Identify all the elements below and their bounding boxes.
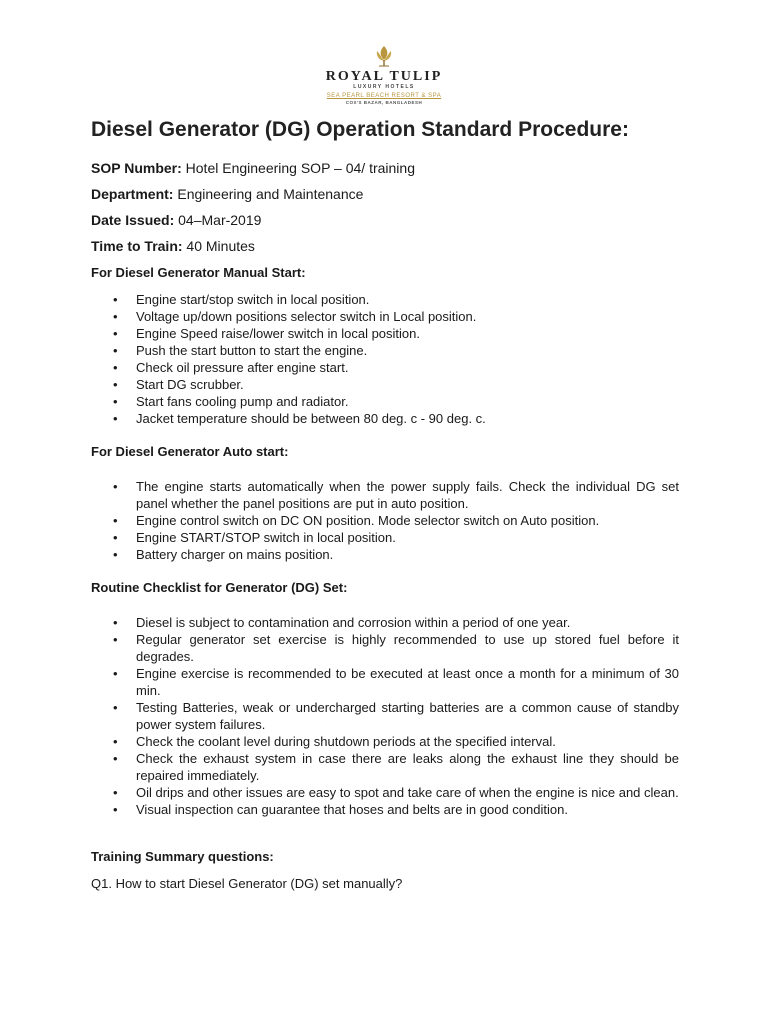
- list-item: • Check oil pressure after engine start.: [91, 359, 679, 376]
- date-issued-label: Date Issued:: [91, 212, 175, 228]
- department-label: Department:: [91, 186, 174, 202]
- document-body: [91, 116, 679, 892]
- list-item: • Start fans cooling pump and radiator.: [91, 393, 679, 410]
- document-title: Diesel Generator (DG) Operation Standard Procedure:: [91, 118, 629, 141]
- list-item: • Oil drips and other issues are easy to spot and take care of when the engine is nice and clean.: [91, 784, 679, 801]
- list-item: • Regular generator set exercise is highly recommended to use up stored fuel before it degrades.: [91, 631, 679, 665]
- manual-start-heading: For Diesel Generator Manual Start:: [91, 265, 306, 280]
- date-issued: [91, 212, 679, 229]
- list-item: • Start DG scrubber.: [91, 376, 679, 393]
- sop-number-value: Hotel Engineering SOP – 04/ training: [181, 160, 415, 176]
- manual-start-list: [91, 291, 679, 427]
- list-item: • Engine START/STOP switch in local position.: [91, 529, 679, 546]
- list-item: • Engine exercise is recommended to be executed at least once a month for a minimum of 30 min.: [91, 665, 679, 699]
- list-item: • Diesel is subject to contamination and corrosion within a period of one year.: [91, 614, 679, 631]
- brand-name: ROYAL TULIP: [325, 69, 443, 84]
- time-to-train-label: Time to Train:: [91, 238, 183, 254]
- list-item: • Engine control switch on DC ON position. Mode selector switch on Auto position.: [91, 512, 679, 529]
- sop-number-label: SOP Number:: [91, 160, 182, 176]
- list-item: • Testing Batteries, weak or undercharged starting batteries are a common cause of standby power system failures.: [91, 699, 679, 733]
- list-item: • Voltage up/down positions selector switch in Local position.: [91, 308, 679, 325]
- resort-location: COX'S BAZAR, BANGLADESH: [345, 100, 423, 105]
- list-item: • Jacket temperature should be between 80 deg. c - 90 deg. c.: [91, 410, 679, 427]
- list-item: • Battery charger on mains position.: [91, 546, 679, 563]
- list-item: • The engine starts automatically when the power supply fails. Check the individual DG set panel whether the panel positions are put in auto position.: [91, 478, 679, 512]
- summary-question-1: Q1. How to start Diesel Generator (DG) set manually?: [91, 876, 403, 891]
- resort-name: SEA PEARL BEACH RESORT & SPA: [326, 93, 442, 99]
- list-item: • Check the coolant level during shutdown periods at the specified interval.: [91, 733, 679, 750]
- auto-start-list: [91, 478, 679, 563]
- time-to-train: [91, 238, 679, 255]
- tulip-crest-icon: [371, 44, 397, 68]
- list-item: • Engine start/stop switch in local position.: [91, 291, 679, 308]
- routine-checklist-heading: Routine Checklist for Generator (DG) Set:: [91, 580, 348, 595]
- list-item: • Engine Speed raise/lower switch in local position.: [91, 325, 679, 342]
- list-item: • Visual inspection can guarantee that hoses and belts are in good condition.: [91, 801, 679, 818]
- time-to-train-value: 40 Minutes: [182, 238, 255, 254]
- department-value: Engineering and Maintenance: [173, 186, 364, 202]
- department: [91, 186, 679, 203]
- routine-checklist-list: [91, 614, 679, 818]
- brand-tagline: LUXURY HOTELS: [353, 84, 415, 90]
- date-issued-value: 04–Mar-2019: [174, 212, 262, 228]
- hotel-logo: [0, 44, 768, 106]
- auto-start-heading: For Diesel Generator Auto start:: [91, 444, 289, 459]
- training-summary-heading: Training Summary questions:: [91, 849, 274, 864]
- list-item: • Check the exhaust system in case there are leaks along the exhaust line they should be repaired immediately.: [91, 750, 679, 784]
- sop-number: [91, 160, 679, 177]
- list-item: • Push the start button to start the engine.: [91, 342, 679, 359]
